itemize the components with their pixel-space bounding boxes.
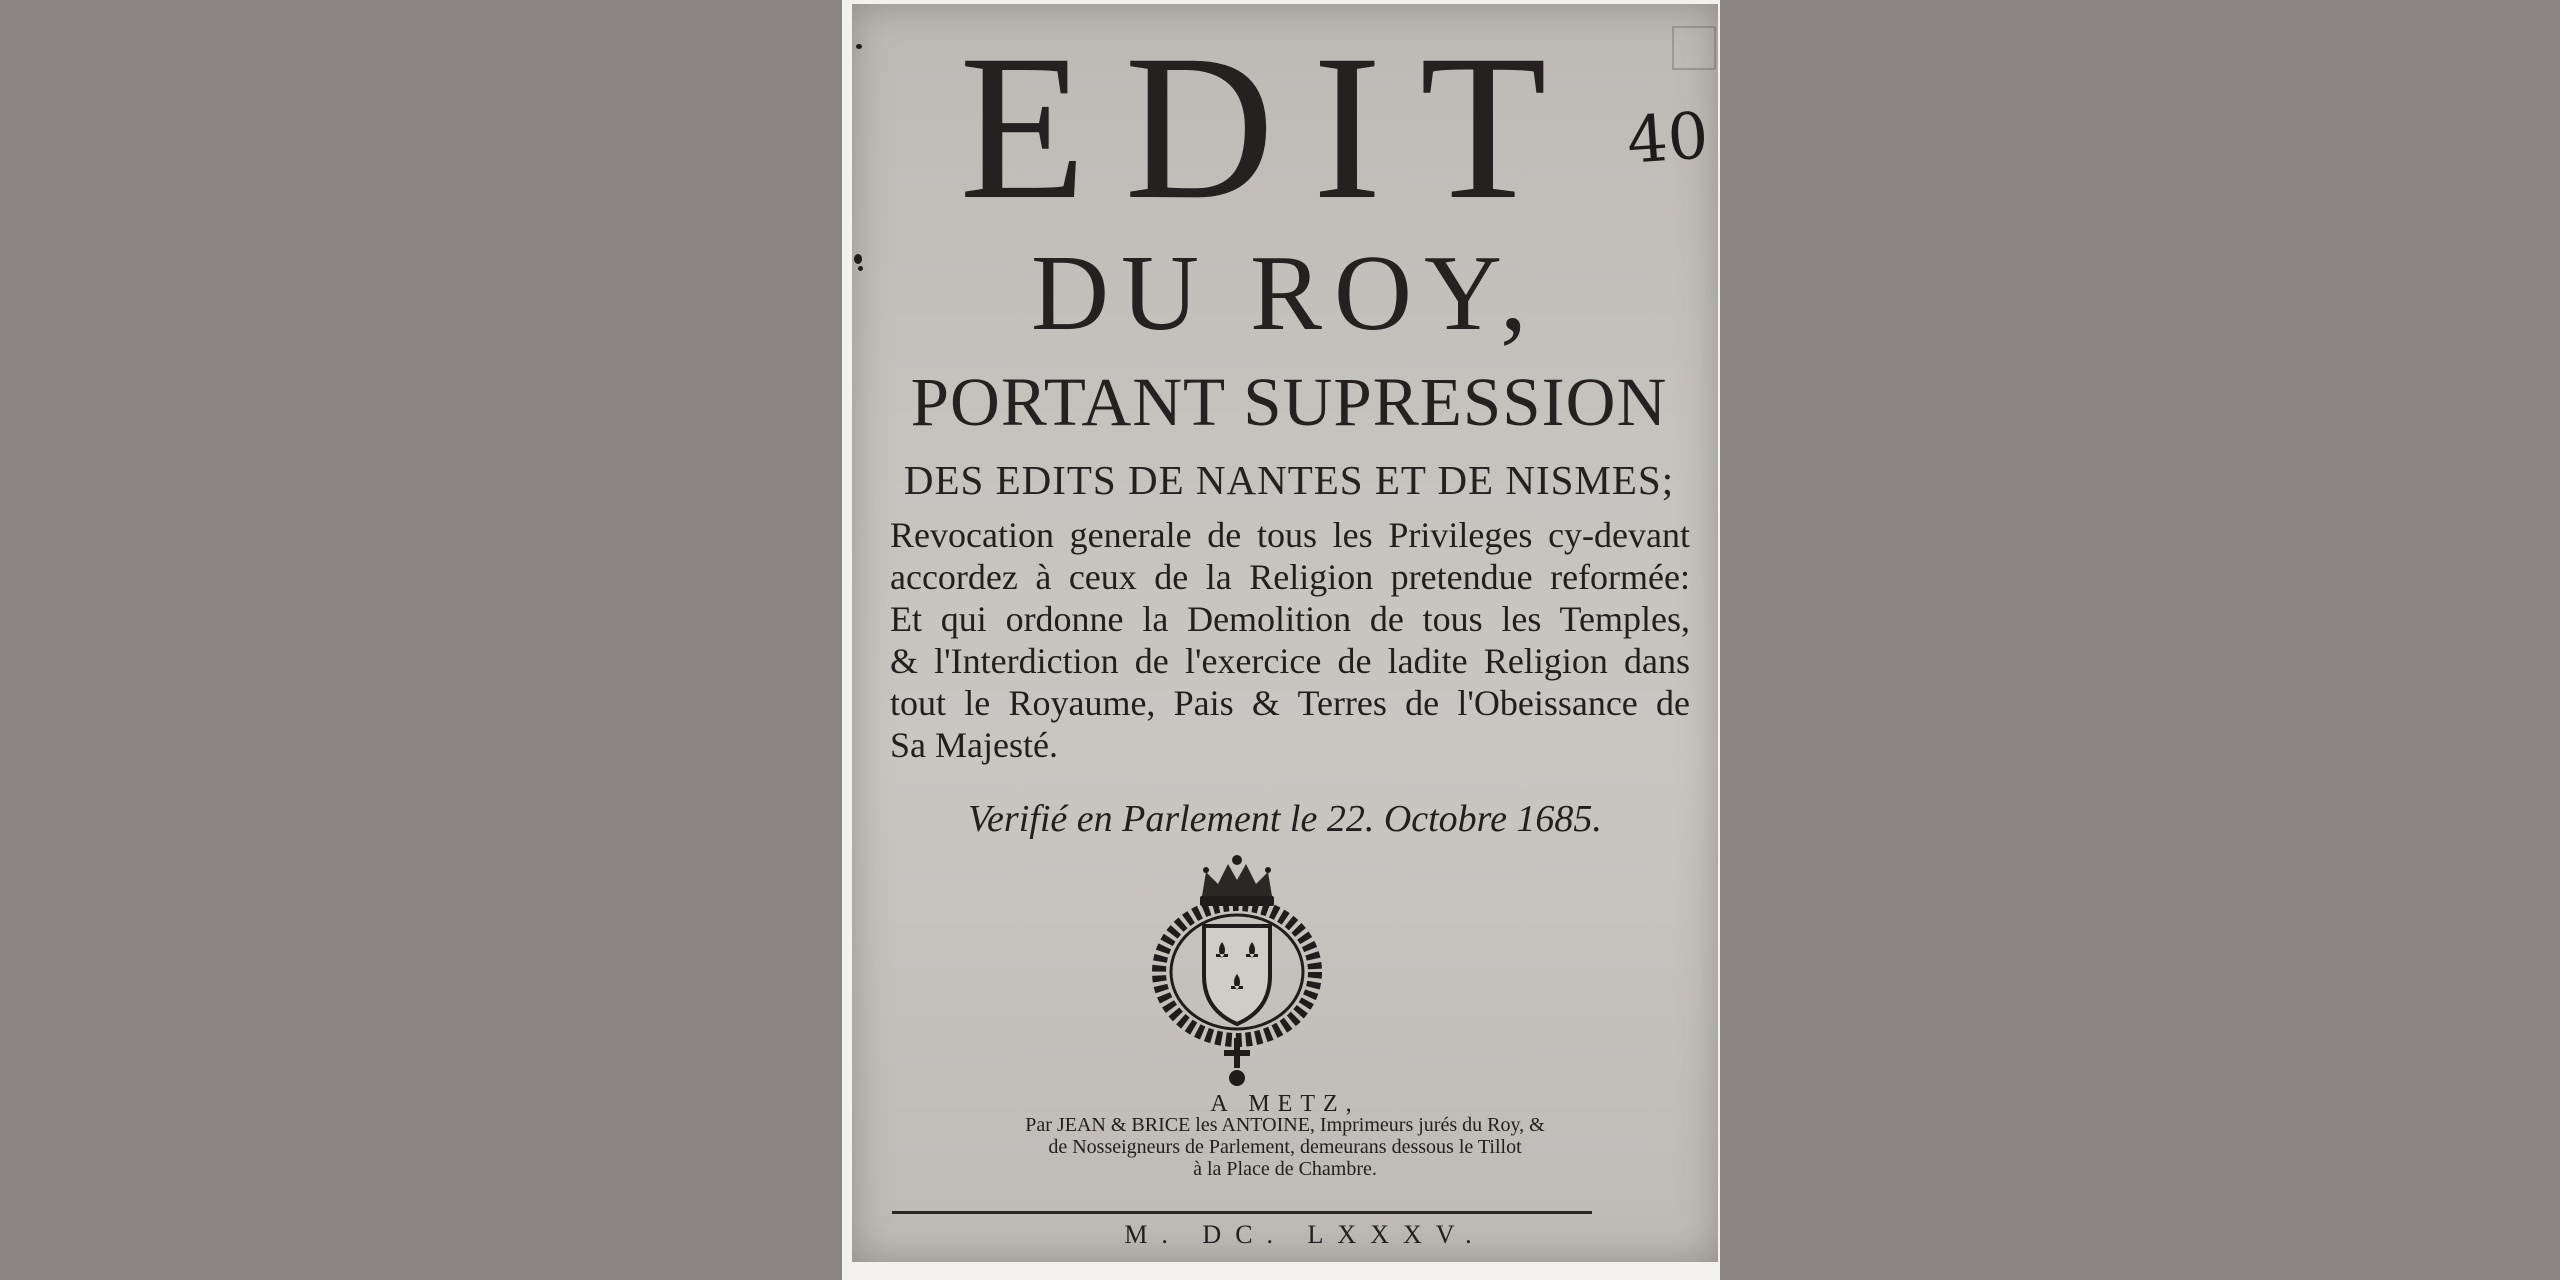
document-heading: PORTANT SUPRESSION <box>910 364 1668 440</box>
publication-date: M. DC. LXXXV. <box>1124 1220 1486 1249</box>
imprint-line: de Nosseigneurs de Parlement, demeurans dessous le Tillot <box>1048 1136 1522 1158</box>
document-title: EDIT <box>959 12 1585 242</box>
imprint-text <box>852 1114 1718 1180</box>
imprint-city: A METZ, <box>1210 1091 1360 1117</box>
imprint-line: à la Place de Chambre. <box>1193 1158 1377 1180</box>
verification-line: Verifié en Parlement le 22. Octobre 1685. <box>968 798 1602 840</box>
body-line: accordez à ceux de la Religion pretendue reformée: <box>890 557 1690 597</box>
body-line: Revocation generale de tous les Privileges cy-devant <box>890 515 1690 555</box>
body-line: tout le Royaume, Pais & Terres de l'Obeissance de <box>890 683 1690 723</box>
ink-speck <box>856 44 862 49</box>
body-line: Et qui ordonne la Demolition de tous les Temples, <box>890 599 1690 639</box>
imprint-line: Par JEAN & BRICE les ANTOINE, Imprimeurs jurés du Roy, & <box>1025 1114 1545 1136</box>
divider-rule <box>892 1211 1592 1214</box>
royal-arms-emblem-icon <box>1142 854 1332 1094</box>
body-line: & l'Interdiction de l'exercice de ladite Religion dans <box>890 641 1690 681</box>
faint-stamp <box>1672 26 1716 70</box>
body-line: Sa Majesté. <box>890 725 1058 765</box>
body-text <box>890 514 1690 766</box>
document-page <box>852 4 1718 1262</box>
document-subtitle: DU ROY, <box>1030 234 1540 353</box>
handwritten-shelfmark: 40 <box>1624 99 1711 179</box>
ink-speck <box>854 254 862 264</box>
document-subheading: DES EDITS DE NANTES ET DE NISMES; <box>903 457 1675 503</box>
ink-speck <box>858 266 863 271</box>
